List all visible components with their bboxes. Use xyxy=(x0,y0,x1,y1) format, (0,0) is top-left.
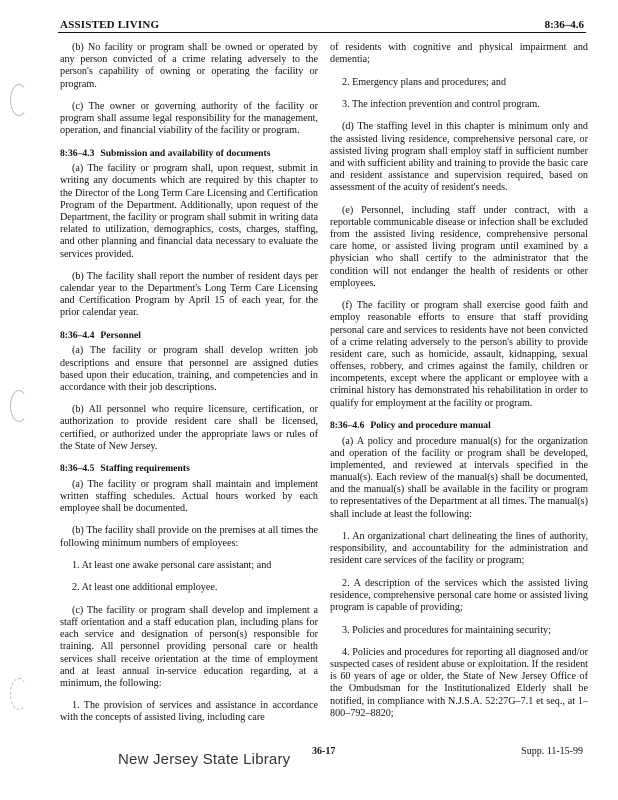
paragraph: (a) The facility or program shall, upon request, submit in writing any documents which are required by this chapter to the Director of the Long Term Care Licensing and Certification Program of the Department. Additionally, upon request of the Department, the facility or program shall submit in writing data related to utilization, demographics, costs, charges, staffing, and other planning and financial data necessary to evaluate the services provided. xyxy=(60,163,318,260)
punch-hole-mark xyxy=(10,390,28,422)
section-number: 8:36–4.5 xyxy=(60,463,95,475)
list-item: 3. The infection prevention and control program. xyxy=(342,98,540,110)
paragraph: (f) The facility or program shall exercise good faith and employ reasonable efforts to ensure that staff providing personal care and services to residents have not been convicted of a crime relating adversely to the person's ability to provide resident care, such as homicide, assault, kidnapping, sexual offenses, robbery, and crimes against the family, children or incompetents, except where the applicant or employee with a criminal history has demonstrated his rehabilitation in order to qualify for employment at the facility or program. xyxy=(330,300,588,409)
paragraph: (a) The facility or program shall develop written job descriptions and ensure that personnel are assigned duties based upon their education, training, and competencies and in accordance with their job descriptions. xyxy=(60,345,318,393)
library-stamp: New Jersey State Library xyxy=(118,751,291,768)
header-title: ASSISTED LIVING xyxy=(60,19,160,31)
list-item: 2. Emergency plans and procedures; and xyxy=(342,76,507,88)
paragraph: (c) The facility or program shall develop and implement a staff orientation and a staff education plan, including plans for each service and designation of person(s) responsible for training. All personnel providing personal care or health services shall receive orientation at the time of employment and at least annual in-service education regarding, at a minimum, the following: xyxy=(60,604,318,689)
list-item: 3. Policies and procedures for maintaining security; xyxy=(342,624,551,636)
punch-hole-mark xyxy=(10,84,28,116)
list-item: 1. An organizational chart delineating the lines of authority, responsibility, and accountability for the administration and resident care services of the facility or program; xyxy=(330,531,588,567)
section-heading-4-6 xyxy=(330,420,588,432)
page-number: 36-17 xyxy=(312,746,336,757)
paragraph: (e) Personnel, including staff under contract, with a reportable communicable disease or infection shall be excluded from the assisted living residence, comprehensive personal care home, or assisted living program until examined by a physician who shall certify to the administrator that the condition will not endanger the health of residents or other employees. xyxy=(330,204,588,289)
supplement-date: Supp. 11-15-99 xyxy=(521,746,583,757)
paragraph: (a) The facility or program shall maintain and implement written staffing schedules. Actual hours worked by each employee shall be documented. xyxy=(60,478,318,515)
punch-hole-mark xyxy=(10,678,28,710)
list-item: 1. At least one awake personal care assistant; and xyxy=(72,560,272,571)
paragraph: (b) The facility shall provide on the premises at all times the following minimum numbers of employees: xyxy=(60,525,318,549)
paragraph: (a) A policy and procedure manual(s) for the organization and operation of the facility or program shall be developed, implemented, and reviewed at intervals specified in the manual(s). Each review of the manual(s) shall be documented, and the manual(s) shall be available in the facility or program to representatives of the Department at all times. The manual(s) shall include at least the following: xyxy=(330,435,588,520)
paragraph: (c) The owner or governing authority of the facility or program shall assume legal responsibility for the management, operation, and financial viability of the facility or program. xyxy=(60,100,318,137)
paragraph: (d) The staffing level in this chapter is minimum only and the assisted living residence, comprehensive personal care, or assisted living program shall employ staff in sufficient number and with sufficient ability and training to provide the basic care and resident assistance and supervision required, based on assessment of the acuity of resident's needs. xyxy=(330,121,588,194)
running-header xyxy=(58,10,586,33)
section-heading-4-5 xyxy=(60,463,318,475)
section-heading-4-4 xyxy=(60,330,318,342)
list-item: 2. At least one additional employee. xyxy=(72,582,218,594)
section-number: 8:36–4.6 xyxy=(330,420,365,431)
section-title: Personnel xyxy=(100,329,141,341)
section-title: Policy and procedure manual xyxy=(370,420,491,431)
section-title: Submission and availability of documents xyxy=(100,147,271,159)
section-number: 8:36–4.3 xyxy=(60,147,95,159)
right-column xyxy=(330,42,588,730)
list-item: 1. The provision of services and assistance in accordance with the concepts of assisted living, including care xyxy=(60,700,318,724)
list-item: 4. Policies and procedures for reporting all diagnosed and/or suspected cases of resident abuse or exploitation. If the resident is 60 years of age or older, the State of New Jersey Office of the Ombudsman for the Institutionalized Elderly shall be notified, in compliance with N.J.S.A. 52:27G–7.1 et seq., at 1–800–792–8820; xyxy=(330,646,588,719)
section-number: 8:36–4.4 xyxy=(60,329,95,341)
left-column xyxy=(60,42,318,735)
paragraph: (b) The facility shall report the number of resident days per calendar year to the Department's Long Term Care Licensing and Certification Program by April 15 of each year, for the prior calendar year. xyxy=(60,270,318,319)
section-heading-4-3 xyxy=(60,148,318,160)
paragraph: (b) No facility or program shall be owned or operated by any person convicted of a crime relating adversely to the person's capability of owning or operating the facility or program. xyxy=(60,42,318,90)
paragraph-continuation: of residents with cognitive and physical impairment and dementia; xyxy=(330,42,588,66)
paragraph: (b) All personnel who require licensure, certification, or authorization to provide resident care shall be licensed, certified, or authorized under the appropriate laws or rules of the State of New Jersey. xyxy=(60,404,318,452)
list-item: 2. A description of the services which the assisted living residence, comprehensive personal care home or assisted living program is capable of providing; xyxy=(330,577,588,614)
header-section-number: 8:36–4.6 xyxy=(544,19,584,31)
section-title: Staffing requirements xyxy=(100,463,190,475)
